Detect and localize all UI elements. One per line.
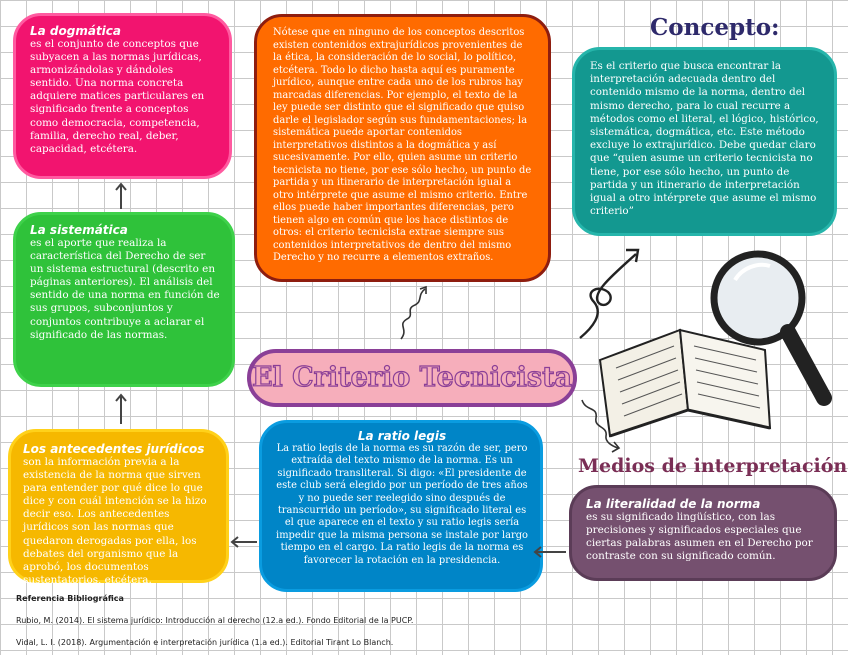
central-title: El Criterio Tecnicista <box>247 349 577 407</box>
concept-card <box>572 47 837 236</box>
literalidad-card <box>569 485 837 581</box>
ratio-legis-title: La ratio legis <box>357 429 447 443</box>
antecedentes-text: son la información previa a la existencia de la norma que sirven para entender por qué dice lo que dice y con cuál intención se la hizo decir eso. Los antecedentes jurídicos son las normas que quedaron derogadas por ella, los debates del organismo que la aprobó, los documentos sustentatorios, etcétera. <box>23 456 207 586</box>
arrow-left-icon <box>229 534 259 550</box>
nota-card <box>254 14 551 282</box>
curly-arrow-icon <box>395 283 435 343</box>
references-heading: Referencia Bibliográfica <box>16 594 124 603</box>
sistematica-card <box>13 212 235 387</box>
concept-heading: Concepto: <box>650 14 780 41</box>
antecedentes-card <box>8 429 229 586</box>
literalidad-text: es su significado lingüístico, con las precisiones y significados especiales que ciertas palabras asumen en el Derecho por contraste con su significado común. <box>586 511 813 563</box>
reference-item: Vidal, L. I. (2018). Argumentación e interpretación jurídica (1.a ed.). Editorial Tirant Lo Blanch. <box>16 638 394 647</box>
dogmatica-card <box>13 13 232 179</box>
open-book-icon <box>600 330 770 436</box>
arrow-up-icon <box>112 181 130 211</box>
nota-text: Nótese que en ninguno de los conceptos descritos existen contenidos extrajurídicos provenientes de la ética, la consideración de lo social, lo político, etcétera. Todo lo dicho hasta aquí es puramente jurídico, aunque entre cada uno de los rubros hay marcadas diferencias. Por ejemplo, el texto de la ley puede ser distinto que el significado que quiso darle el legislador según sus fundamentaciones; la sistemática puede aportar contenidos interpretativos distintos a la dogmática y así sucesivamente. Por ello, quien asume un criterio tecnicista no tiene, por ese sólo hecho, un punto de partida y un itinerario de interpretación igual a otro intérprete que asume el mismo criterio. Entre ellos puede haber importantes diferencias, pero tienen algo en común que los hace distintos de otros: el criterio tecnicista extrae siempre sus contenidos interpretativos de dentro del mismo Derecho y no recurre a elementos extraños. <box>273 27 532 263</box>
sistematica-text: es el aporte que realiza la característica del Derecho de ser un sistema estructural (descrito en páginas anteriores). El análisis del sentido de una norma en función de sus grupos, subconjuntos y conjuntos contribuye a aclarar el significado de las normas. <box>30 237 220 341</box>
sistematica-title: La sistemática <box>30 223 128 237</box>
ratio-legis-text: La ratio legis de la norma es su razón de ser, pero extraída del texto mismo de la norma. Es un significado transliteral. Si digo: «El presidente de este club será elegido por un período de tres años y no puede ser reelegido sino después de transcurrido un período», su significado literal es el que aparece en el texto y su ratio legis sería impedir que la misma persona se instale por largo tiempo en el cargo. La ratio legis de la norma es favorecer la rotación en la presidencia. <box>276 443 528 566</box>
arrow-up-icon <box>112 392 130 426</box>
medios-heading: Medios de interpretación <box>578 455 848 477</box>
dogmatica-text: es el conjunto de conceptos que subyacen a las normas jurídicas, armonizándolas y dándoles sentido. Una norma concreta adquiere matices particulares en significado frente a conceptos como democracia, competencia, familia, derecho real, deber, capacidad, etcétera. <box>30 38 205 155</box>
dogmatica-title: La dogmática <box>30 24 122 38</box>
reference-item: Rubio, M. (2014). El sistema jurídico: Introducción al derecho (12.a ed.). Fondo Editorial de la PUCP. <box>16 616 414 625</box>
antecedentes-title: Los antecedentes jurídicos <box>23 442 205 456</box>
book-magnifier-illustration <box>570 240 840 440</box>
concept-text: Es el criterio que busca encontrar la interpretación adecuada dentro del contenido mismo de la norma, dentro del mismo derecho, para lo cual recurre a métodos como el literal, el lógico, histórico, sistemática, dogmática, etc. Este método excluye lo extrajurídico. Debe quedar claro que “quien asume un criterio tecnicista no tiene, por ese sólo hecho, un punto de partida y un itinerario de interpretación igual a otro intérprete que asume el mismo criterio” <box>590 60 819 218</box>
ratio-legis-card <box>259 420 543 592</box>
literalidad-title: La literalidad de la norma <box>586 497 761 511</box>
arrow-left-icon <box>532 544 568 560</box>
